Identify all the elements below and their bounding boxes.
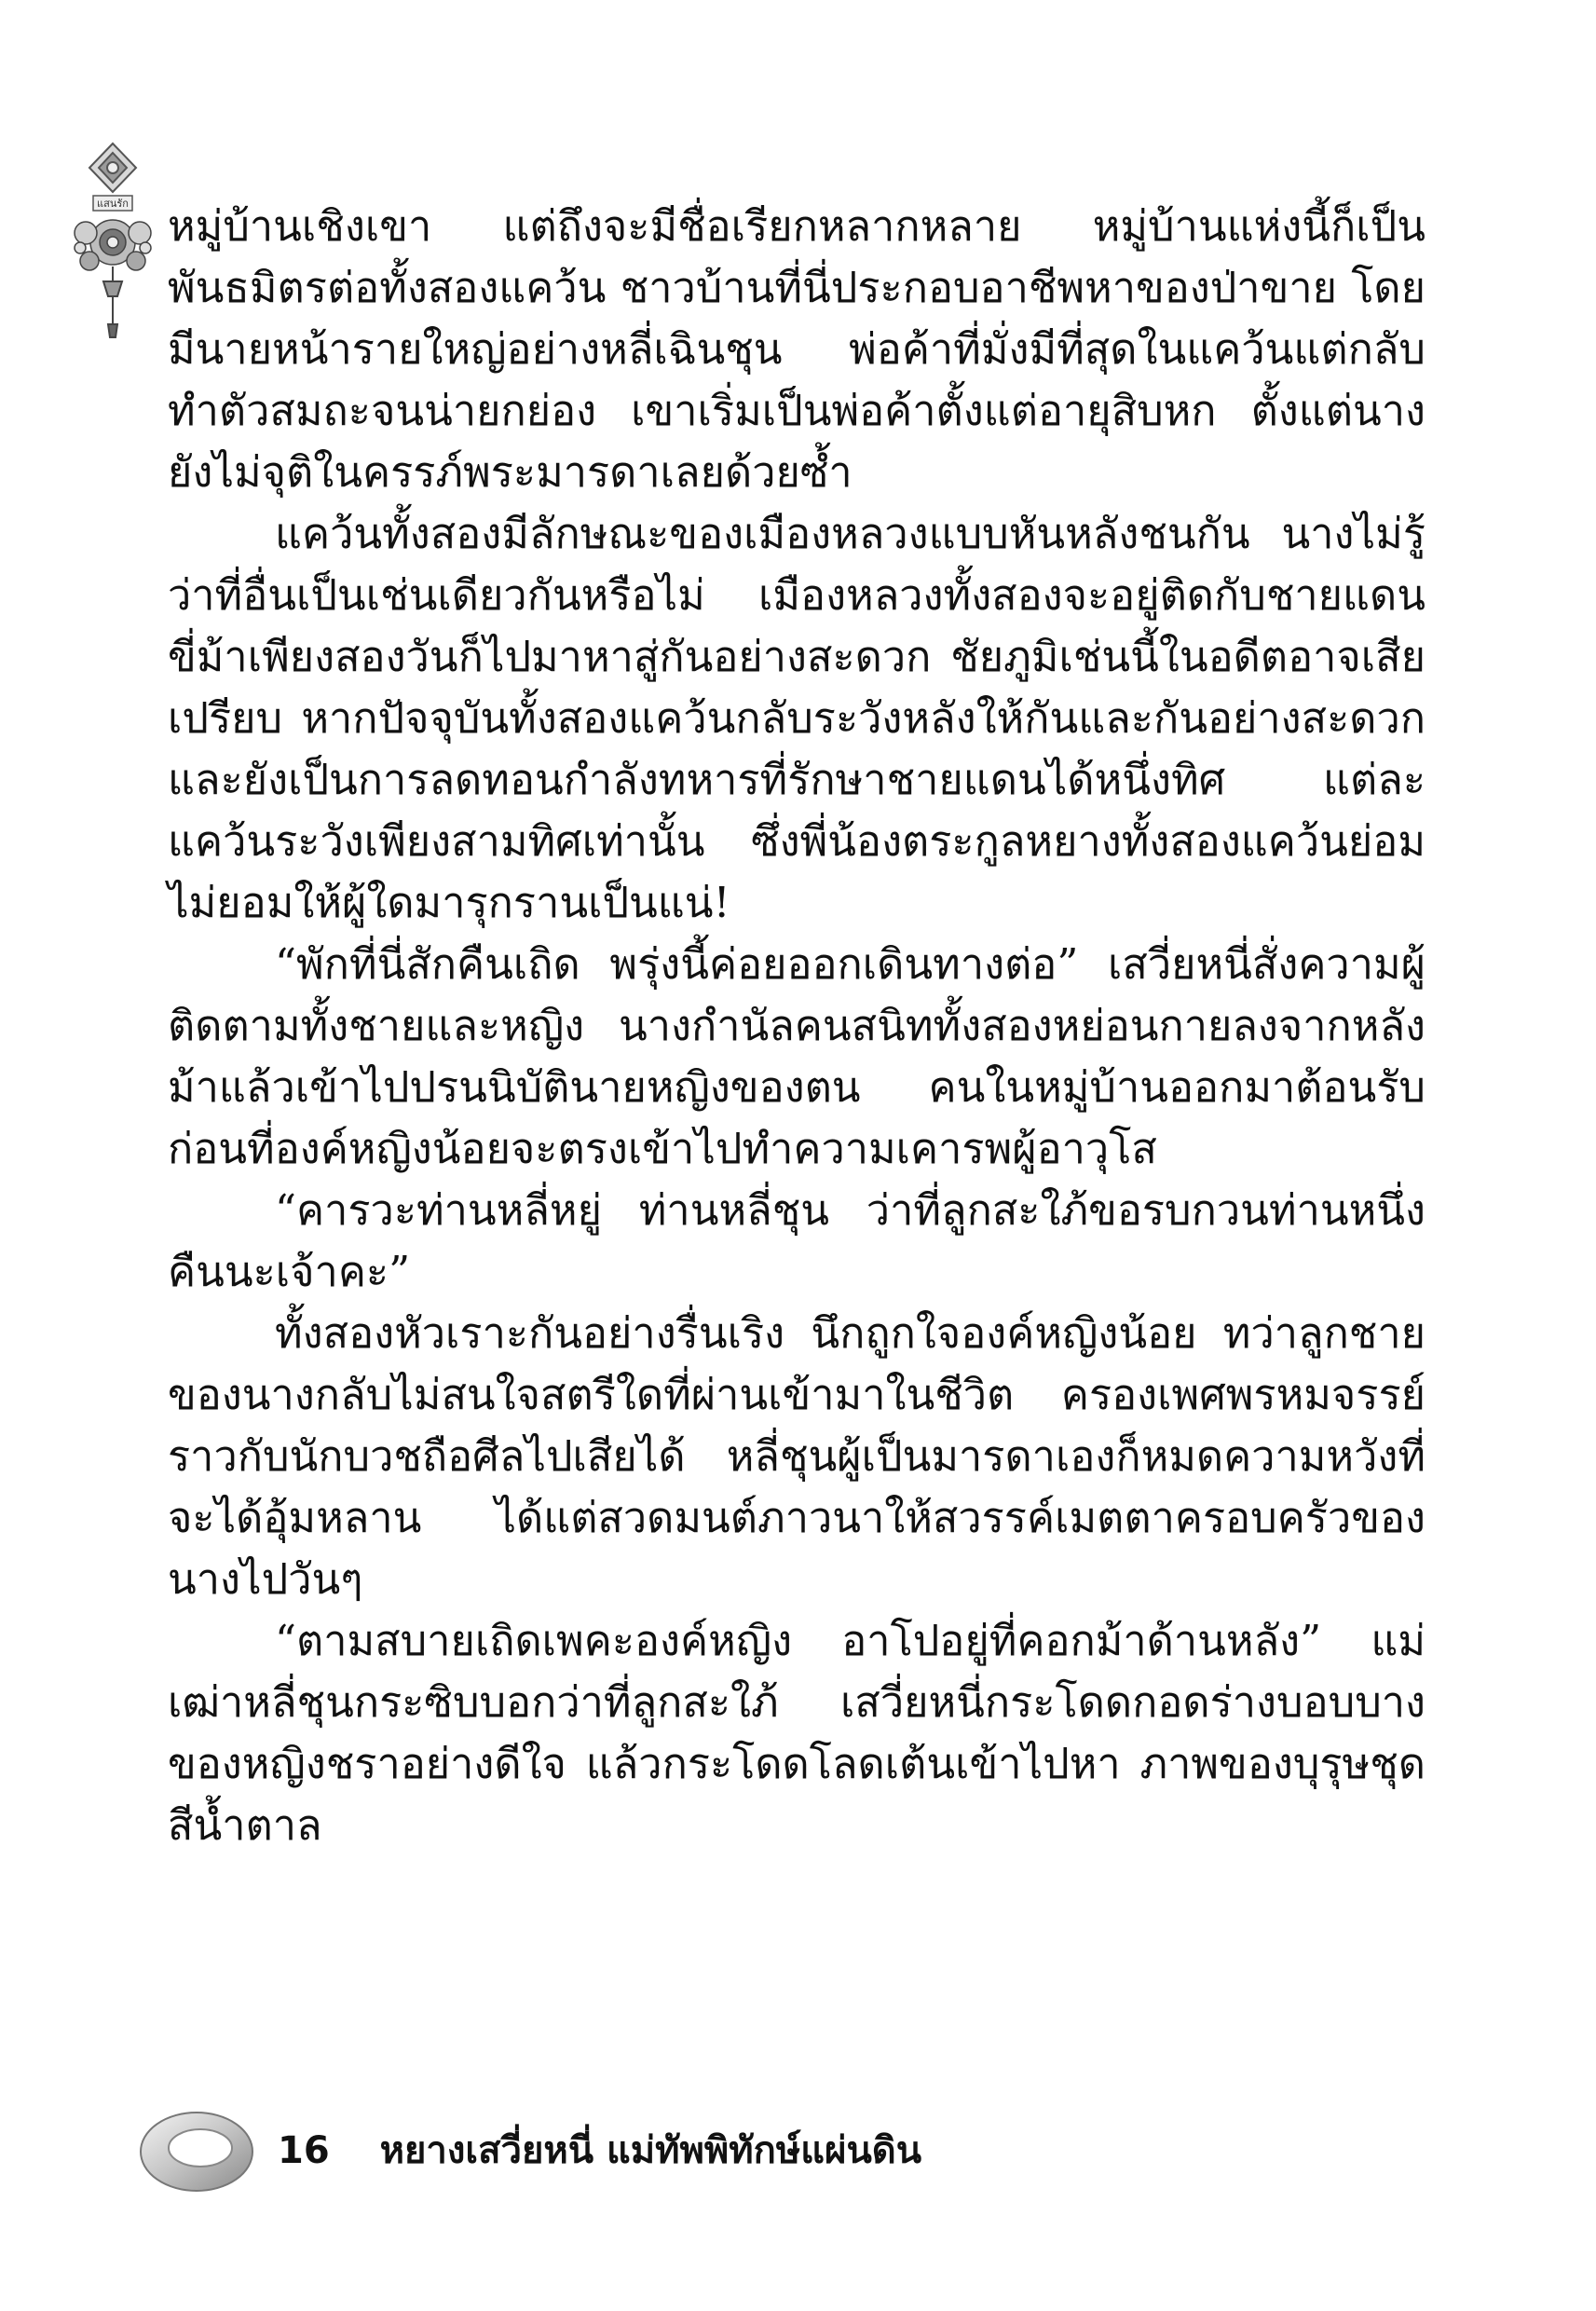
paragraph-2: แคว้นทั้งสองมีลักษณะของเมืองหลวงแบบหันหลังชนกัน นางไม่รู้ว่าที่อื่นเป็นเช่นเดียวกันหรือไม่ เมืองหลวงทั้งสองจะอยู่ติดกับชายแดน ขี่ม้าเพียงสองวันก็ไปมาหาสู่กันอย่างสะดวก ชัยภูมิเช่นนี้ในอดีตอาจเสียเปรียบ หากปัจจุบันทั้งสองแคว้นกลับระวังหลังให้กันและกันอย่างสะดวก และยังเป็นการลดทอนกำลังทหารที่รักษาชายแดนได้หนึ่งทิศ แต่ละแคว้นระวังเพียงสามทิศเท่านั้น ซึ่งพี่น้องตระกูลหยางทั้งสองแคว้นย่อมไม่ยอมให้ผู้ใดมารุกรานเป็นแน่! (168, 509, 1425, 927)
decorative-ornament-icon (61, 140, 164, 354)
paragraph-6: “ตามสบายเถิดเพคะองค์หญิง อาโปอยู่ที่คอกม้าด้านหลัง” แม่เฒ่าหลี่ชุนกระซิบบอกว่าที่ลูกสะใภ้ เสวี่ยหนี่กระโดดกอดร่างบอบบางของหญิงชราอย่างดีใจ แล้วกระโดดโลดเต้นเข้าไปหา ภาพของบุรุษชุดสีน้ำตาล (168, 1616, 1425, 1850)
paragraph-3: “พักที่นี่สักคืนเถิด พรุ่งนี้ค่อยออกเดินทางต่อ” เสวี่ยหนี่สั่งความผู้ติดตามทั้งชายและหญิง นางกำนัลคนสนิททั้งสองหย่อนกายลงจากหลังม้าแล้วเข้าไปปรนนิบัตินายหญิงของตน คนในหมู่บ้านออกมาต้อนรับก่อนที่องค์หญิงน้อยจะตรงเข้าไปทำความเคารพผู้อาวุโส (168, 939, 1425, 1173)
paragraph-1: หมู่บ้านเชิงเขา แต่ถึงจะมีชื่อเรียกหลากหลาย หมู่บ้านแห่งนี้ก็เป็นพันธมิตรต่อทั้งสองแคว้น ชาวบ้านที่นี่ประกอบอาชีพหาของป่าขาย โดยมีนายหน้ารายใหญ่อย่างหลี่เฉินชุน พ่อค้าที่มั่งมีที่สุดในแคว้นแต่กลับทำตัวสมถะจนน่ายกย่อง เขาเริ่มเป็นพ่อค้าตั้งแต่อายุสิบหก ตั้งแต่นางยังไม่จุติในครรภ์พระมารดาเลยด้วยซ้ำ (168, 201, 1425, 497)
paragraph-5: ทั้งสองหัวเราะกันอย่างรื่นเริง นึกถูกใจองค์หญิงน้อย ทว่าลูกชายของนางกลับไม่สนใจสตรีใดที่ผ่านเข้ามาในชีวิต ครองเพศพรหมจรรย์ราวกับนักบวชถือศีลไปเสียได้ หลี่ชุนผู้เป็นมารดาเองก็หมดความหวังที่จะได้อุ้มหลาน ได้แต่สวดมนต์ภาวนาให้สวรรค์เมตตาครอบครัวของนางไปวันๆ (168, 1308, 1425, 1604)
page-footer (278, 2123, 921, 2179)
body-text (168, 196, 1425, 1856)
paragraph-4: “คารวะท่านหลี่หยู่ ท่านหลี่ชุน ว่าที่ลูกสะใภ้ขอรบกวนท่านหนึ่งคืนนะเจ้าคะ” (168, 1185, 1425, 1296)
book-title: หยางเสวี่ยหนี่ แม่ทัพพิทักษ์แผ่นดิน (379, 2129, 922, 2172)
ornament-label: แสนรัก (97, 198, 129, 210)
jade-ring-icon (135, 2101, 261, 2199)
page-number: 16 (278, 2129, 330, 2172)
